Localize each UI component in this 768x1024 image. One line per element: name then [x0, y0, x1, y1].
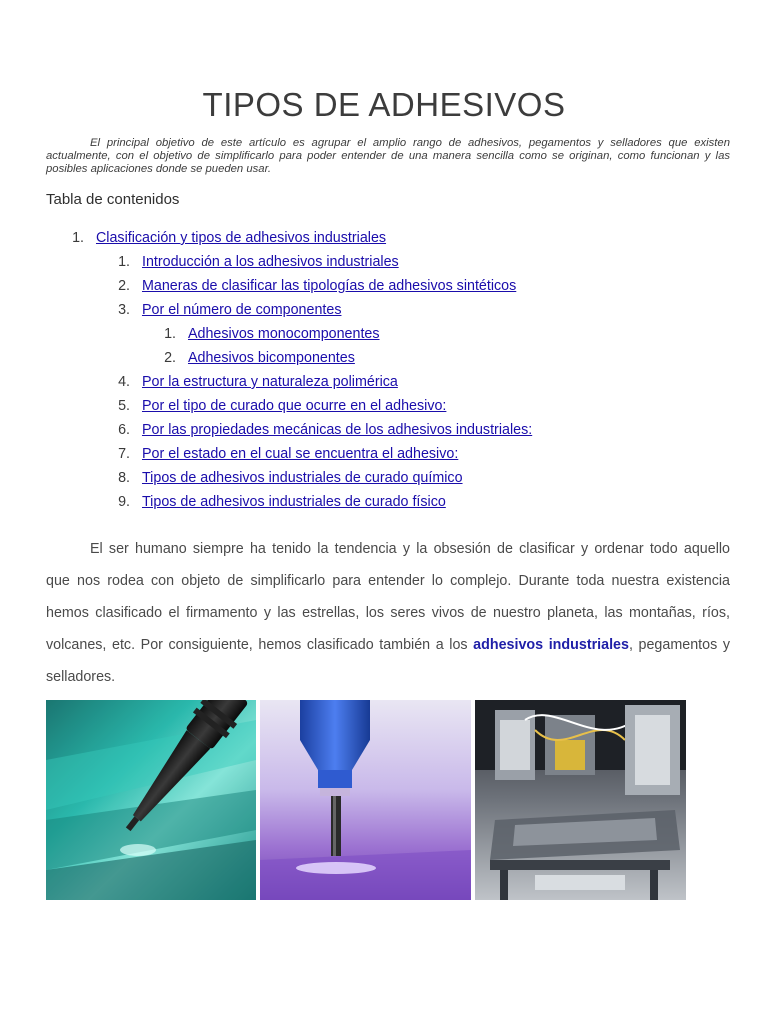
toc-item: [108, 253, 399, 271]
body-paragraph: [46, 533, 730, 693]
toc-link[interactable]: Adhesivos bicomponentes: [187, 350, 355, 366]
toc-item: [108, 277, 516, 295]
toc-item: [108, 301, 341, 319]
body-text-end: , pegamentos y selladores.: [46, 637, 730, 685]
toc-link[interactable]: Tipos de adhesivos industriales de curado físico: [141, 494, 446, 510]
toc-item: [108, 373, 398, 391]
toc-item-number: 1.: [72, 230, 84, 246]
toc-link[interactable]: Adhesivos monocomponentes: [187, 326, 380, 342]
toc-item: [62, 229, 386, 247]
toc-link[interactable]: Introducción a los adhesivos industriales: [141, 254, 399, 270]
toc-heading: Tabla de contenidos: [46, 191, 180, 208]
toc-item-number: 5.: [118, 398, 130, 414]
toc-item-number: 8.: [118, 470, 130, 486]
toc-item-number: 6.: [118, 422, 130, 438]
toc-link[interactable]: Clasificación y tipos de adhesivos industriales: [95, 230, 387, 246]
toc-item: [108, 445, 458, 463]
toc-item-number: 4.: [118, 374, 130, 390]
toc-link[interactable]: Por la estructura y naturaleza polimérica: [141, 374, 398, 390]
toc-item-number: 2.: [164, 350, 176, 366]
toc-item-number: 2.: [118, 278, 130, 294]
toc-item: [154, 349, 355, 367]
toc-link[interactable]: Tipos de adhesivos industriales de curado químico: [141, 470, 463, 486]
needle-purple-photo: [260, 700, 471, 900]
toc-item-number: 3.: [118, 302, 130, 318]
toc-item-number: 7.: [118, 446, 130, 462]
adhesivos-industriales-link[interactable]: adhesivos industriales: [473, 637, 629, 653]
toc-link[interactable]: Maneras de clasificar las tipologías de adhesivos sintéticos: [141, 278, 517, 294]
body-text: El ser humano siempre ha tenido la tendencia y la obsesión de clasificar y ordenar todo aquello que nos rodea con objeto de simplificarlo para entender lo complejo. Durante toda nuestra existencia hemos clasificado el firmamento y las estrellas, los seres vivos de nuestro planeta, las montañas, ríos, volcanes, etc. Por consiguiente, hemos clasificado también a los: [46, 541, 730, 653]
nozzle-teal-photo: [46, 700, 256, 900]
toc-item-number: 9.: [118, 494, 130, 510]
toc-link[interactable]: Por el tipo de curado que ocurre en el adhesivo:: [141, 398, 447, 414]
robot-machine-photo: [475, 700, 686, 900]
toc-item: [108, 421, 532, 439]
toc-item-number: 1.: [164, 326, 176, 342]
toc-item: [108, 493, 446, 511]
toc-link[interactable]: Por el número de componentes: [141, 302, 342, 318]
intro-paragraph: El principal objetivo de este artículo es agrupar el amplio rango de adhesivos, pegamentos y selladores que existen actualmente, con el objetivo de simplificarlo para poder entender de una manera sencilla como se originan, como funcionan y las posibles aplicaciones donde se pueden usar.: [46, 137, 730, 176]
toc-item: [154, 325, 380, 343]
toc-link[interactable]: Por las propiedades mecánicas de los adhesivos industriales:: [141, 422, 533, 438]
page-title: TIPOS DE ADHESIVOS: [202, 86, 566, 123]
toc-item: [108, 397, 446, 415]
toc-item: [108, 469, 463, 487]
toc-item-number: 1.: [118, 254, 130, 270]
toc-link[interactable]: Por el estado en el cual se encuentra el adhesivo:: [141, 446, 459, 462]
